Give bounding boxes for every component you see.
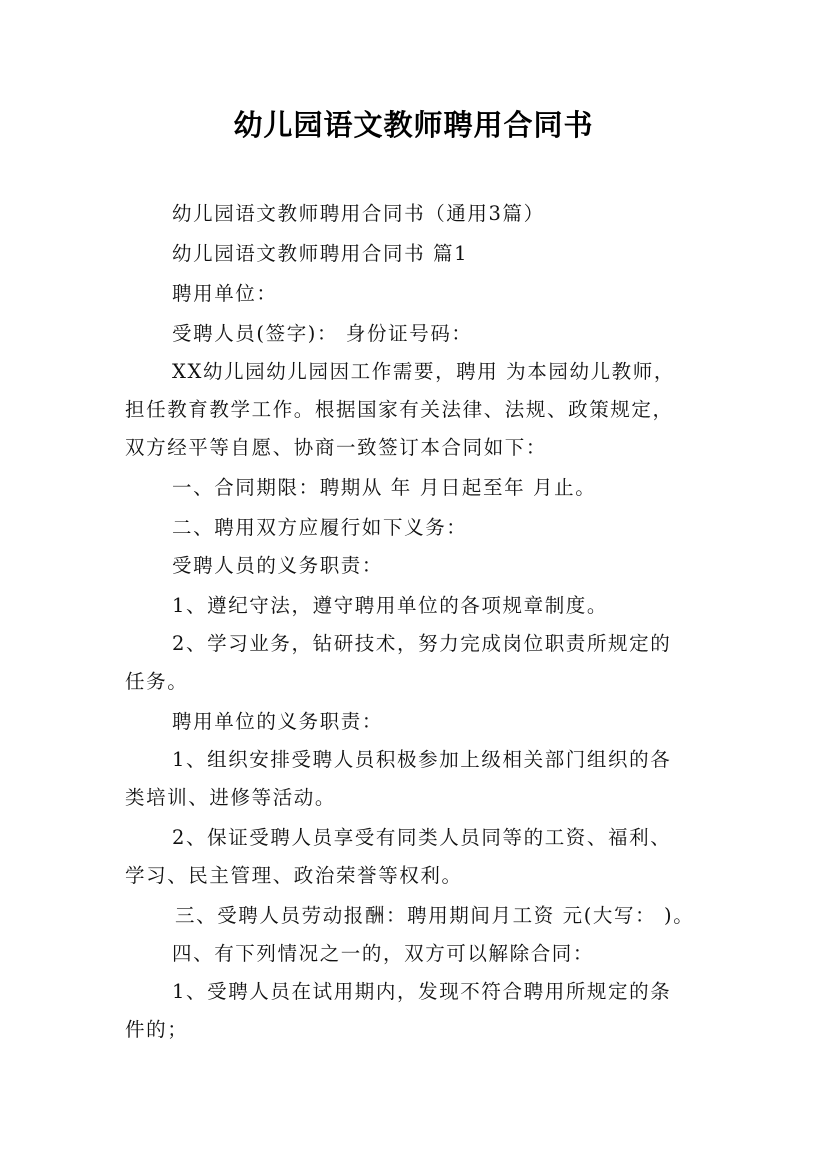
paragraph-line: 件的； [125, 1018, 189, 1041]
paragraph-line: 2、保证受聘人员享受有同类人员同等的工资、福利、 [172, 826, 672, 849]
paragraph-line: 任务。 [125, 670, 189, 693]
employer-field: 聘用单位： [172, 282, 278, 305]
document-title: 幼儿园语文教师聘用合同书 [233, 108, 594, 142]
paragraph-line: 受聘人员的义务职责： [172, 554, 384, 577]
paragraph-line: 1、受聘人员在试用期内，发现不符合聘用所规定的条 [172, 980, 672, 1003]
paragraph-line: 双方经平等自愿、协商一致签订本合同如下： [125, 436, 548, 459]
paragraph-line: 2、学习业务，钻研技术，努力完成岗位职责所规定的 [172, 632, 672, 655]
paragraph-line: 一、合同期限：聘期从 年 月日起至年 月止。 [172, 476, 597, 499]
paragraph-line: 1、遵纪守法，遵守聘用单位的各项规章制度。 [172, 594, 609, 617]
paragraph-line: 担任教育教学工作。根据国家有关法律、法规、政策规定， [125, 398, 674, 421]
paragraph-line: 类培训、进修等活动。 [125, 786, 337, 809]
paragraph-line: 学习、民主管理、政治荣誉等权利。 [125, 864, 463, 887]
paragraph-line: 聘用单位的义务职责： [172, 710, 384, 733]
employee-field: 受聘人员(签字)： 身份证号码： [172, 322, 473, 345]
paragraph-line: 三、受聘人员劳动报酬：聘用期间月工资 元(大写： )。 [175, 904, 695, 927]
paragraph-line: 1、组织安排受聘人员积极参加上级相关部门组织的各 [172, 748, 672, 771]
paragraph-line: 二、聘用双方应履行如下义务： [172, 516, 468, 539]
paragraph-line: 四、有下列情况之一的，双方可以解除合同： [172, 942, 595, 965]
section-heading: 幼儿园语文教师聘用合同书 篇1 [172, 242, 469, 265]
subtitle-line: 幼儿园语文教师聘用合同书（通用3篇） [172, 202, 545, 225]
paragraph-line: XX幼儿园幼儿园因工作需要，聘用 为本园幼儿教师， [172, 360, 675, 383]
